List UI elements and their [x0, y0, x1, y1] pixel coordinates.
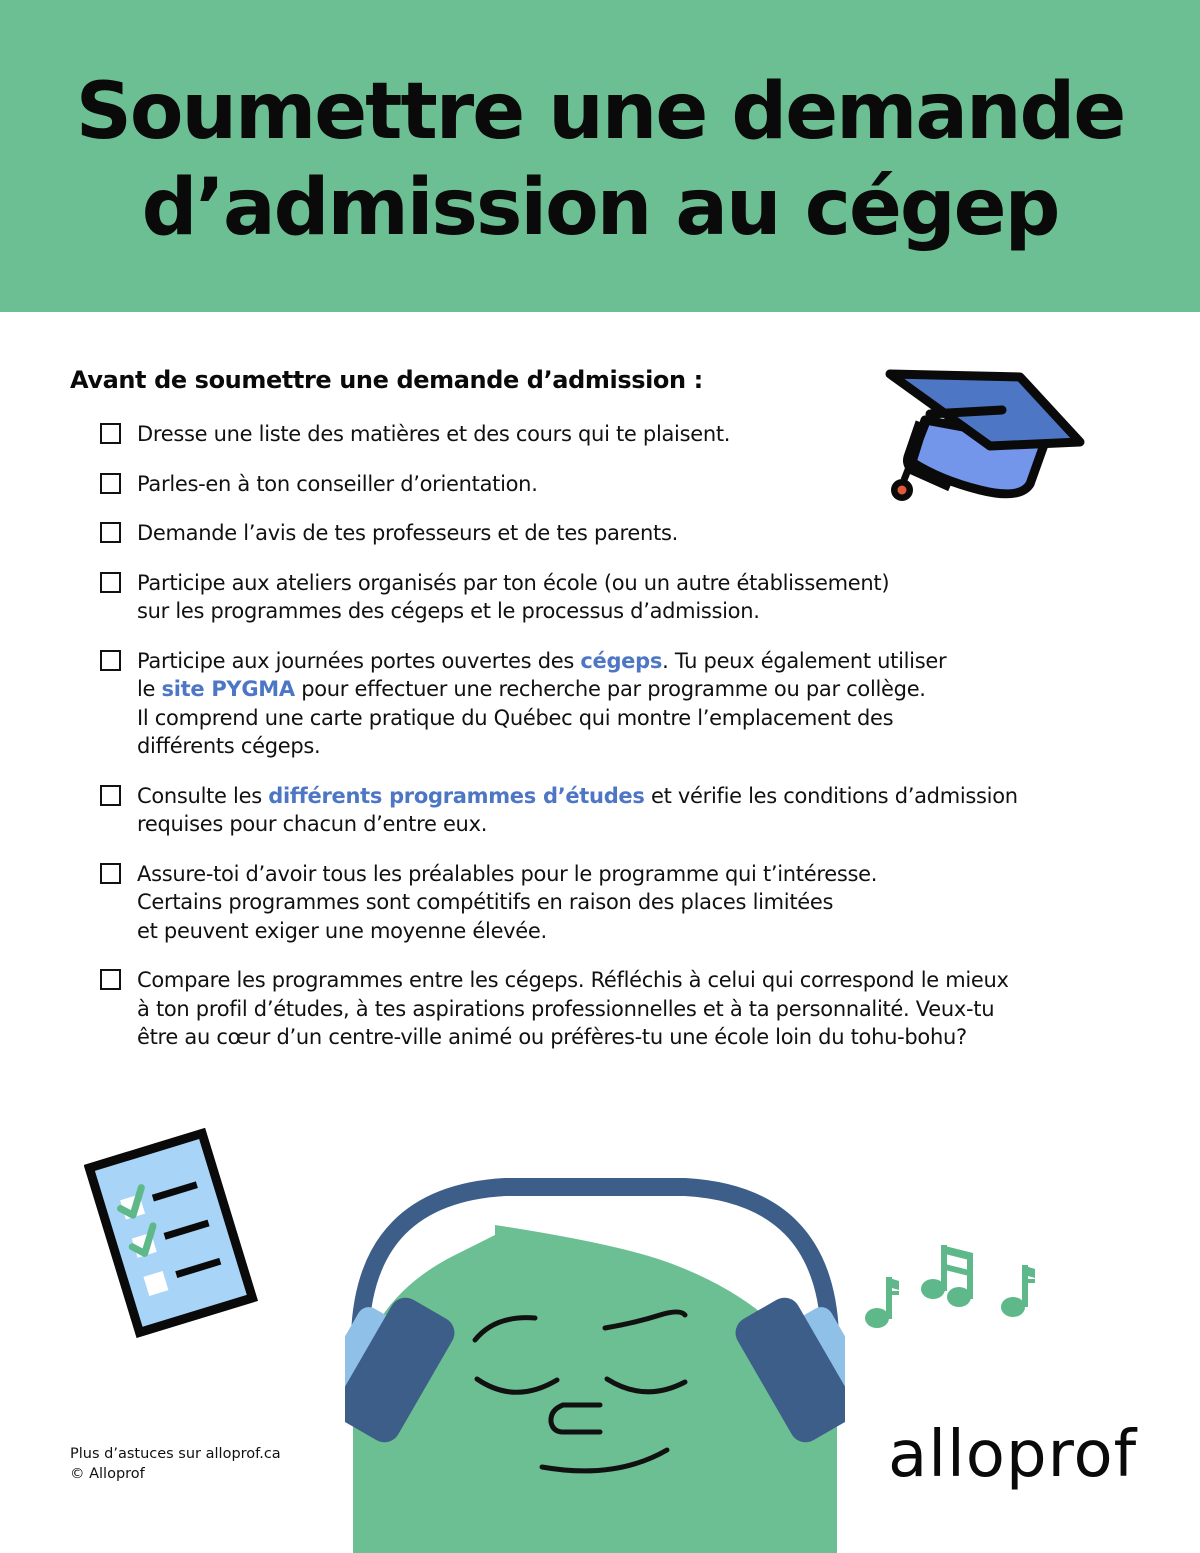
item-line: Certains programmes sont compétitifs en raison des places limitées [137, 890, 834, 914]
character-with-headphones [345, 1175, 845, 1553]
item-line: Parles-en à ton conseiller d’orientation. [137, 471, 538, 496]
footer-copyright: © Alloprof [70, 1466, 145, 1482]
item-line: Demande l’avis de tes professeurs et de tes parents. [137, 521, 679, 545]
item-text [137, 519, 678, 548]
item-line: différents cégeps. [137, 734, 321, 758]
checkbox[interactable] [100, 969, 121, 990]
item-line: Dresse une liste des matières et des cours qui te plaisent. [137, 422, 731, 446]
checkbox[interactable] [100, 650, 121, 671]
item-line: Assure-toi d’avoir tous les préalables pour le programme qui t’intéresse. [137, 861, 878, 886]
item-line: à ton profil d’études, à tes aspirations professionnelles et à ta personnalité. Veux-tu [137, 996, 995, 1021]
checklist-item [100, 420, 1130, 449]
item-line: Participe aux journées portes ouvertes des [137, 648, 581, 673]
checklist-item [100, 519, 1130, 548]
item-line: Consulte les [137, 783, 269, 808]
item-line: être au cœur d’un centre-ville animé ou préfères-tu une école loin du tohu-bohu? [137, 1025, 967, 1049]
footer-tips-link[interactable]: Plus d’astuces sur alloprof.ca [70, 1446, 281, 1462]
item-text [137, 420, 730, 449]
section-heading: Avant de soumettre une demande d’admission : [70, 366, 703, 394]
item-text [137, 782, 1018, 839]
checkbox[interactable] [100, 572, 121, 593]
item-line: requises pour chacun d’entre eux. [137, 812, 488, 836]
item-line: le [137, 677, 162, 701]
checklist [100, 420, 1130, 1073]
checklist-item [100, 647, 1130, 761]
checkbox[interactable] [100, 423, 121, 444]
item-text [137, 860, 877, 946]
item-line: Il comprend une carte pratique du Québec qui montre l’emplacement des [137, 705, 894, 730]
checkbox[interactable] [100, 863, 121, 884]
item-text [137, 569, 889, 626]
checkbox[interactable] [100, 785, 121, 806]
checkbox[interactable] [100, 473, 121, 494]
header-banner [0, 0, 1200, 312]
page-title [76, 64, 1125, 256]
checklist-item [100, 782, 1130, 839]
item-text [137, 647, 946, 761]
item-line: et peuvent exiger une moyenne élevée. [137, 918, 547, 943]
title-line-1: Soumettre une demande [75, 67, 1125, 157]
item-text [137, 966, 1009, 1052]
music-notes-icon [855, 1235, 1045, 1335]
alloprof-logo: alloprof [888, 1418, 1138, 1492]
item-line: et vérifie les conditions d’admission [644, 783, 1018, 808]
item-line: sur les programmes des cégeps et le processus d’admission. [137, 599, 760, 623]
study-programs-link[interactable]: différents programmes d’études [268, 783, 645, 808]
checklist-item [100, 860, 1130, 946]
footer-note [70, 1444, 281, 1484]
title-line-2: d’admission au cégep [141, 163, 1059, 253]
item-line: . Tu peux également utiliser [662, 648, 947, 673]
checkbox[interactable] [100, 522, 121, 543]
checklist-clipboard-icon [84, 1128, 264, 1338]
pygma-site-link[interactable]: site PYGMA [161, 677, 295, 701]
checklist-item [100, 966, 1130, 1052]
item-line: Participe aux ateliers organisés par ton école (ou un autre établissement) [137, 570, 890, 595]
cegeps-link[interactable]: cégeps [580, 648, 663, 673]
item-line: pour effectuer une recherche par programme ou par collège. [294, 677, 926, 701]
checklist-item [100, 569, 1130, 626]
item-text [137, 470, 538, 499]
checklist-item [100, 470, 1130, 499]
item-line: Compare les programmes entre les cégeps. Réfléchis à celui qui correspond le mieux [137, 968, 1009, 992]
